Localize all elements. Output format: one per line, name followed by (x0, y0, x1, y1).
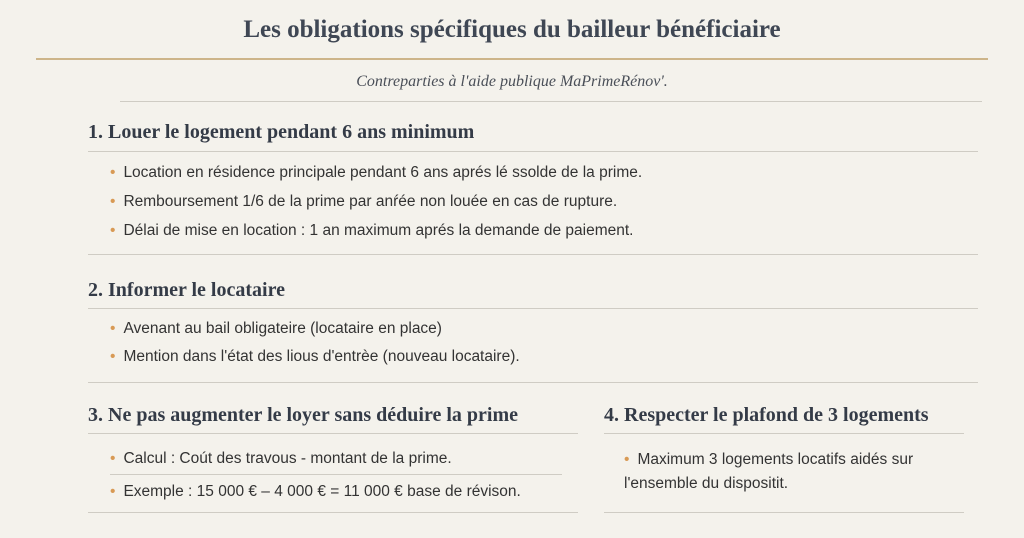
list-item: • Location en résidence principale pendant 6 ans aprés lé ssolde de la prime. (110, 164, 643, 181)
section-2-heading: 2. Informer le locataire (88, 279, 285, 301)
page-title: Les obligations spécifiques du bailleur bénéficiaire (243, 16, 781, 43)
bullet-icon: • (624, 451, 630, 468)
bullet-icon: • (110, 193, 116, 210)
section-4-end-divider (604, 512, 964, 513)
list-item: • Délai de mise en location : 1 an maximum aprés la demande de paiement. (110, 222, 634, 239)
list-item: • Maximum 3 logements locatifs aidés sur l'ensemble du dispositit. (624, 451, 914, 492)
bullet-icon: • (110, 222, 116, 239)
section-1-heading: 1. Louer le logement pendant 6 ans minimum (88, 121, 475, 143)
section-4-heading: 4. Respecter le plafond de 3 logements (604, 404, 929, 426)
title-divider (36, 58, 988, 60)
list-item: • Remboursement 1/6 de la prime par anŕée non louée en cas de rupture. (110, 193, 618, 210)
section-1-divider (88, 151, 978, 152)
bullet-icon: • (110, 320, 116, 337)
list-item: • Mention dans l'état des lious d'entrèe (nouveau locataire). (110, 348, 520, 365)
bullet-icon: • (110, 450, 116, 467)
list-item: • Exemple : 15 000 € – 4 000 € = 11 000 € base de révison. (110, 483, 521, 500)
section-2-divider (88, 308, 978, 309)
list-item: • Calcul : Coút des travous - montant de la prime. (110, 450, 452, 467)
list-item: • Avenant au bail obligateire (locataire en place) (110, 320, 442, 337)
section-3-divider (88, 433, 578, 434)
section-1-end-divider (88, 254, 978, 255)
subtitle-divider (120, 101, 982, 102)
section-3-item-divider (110, 474, 562, 475)
bullet-icon: • (110, 348, 116, 365)
bullet-icon: • (110, 483, 116, 500)
section-2-end-divider (88, 382, 978, 383)
section-4-divider (604, 433, 964, 434)
section-3-heading: 3. Ne pas augmenter le loyer sans déduire la prime (88, 404, 518, 426)
section-3-end-divider (88, 512, 578, 513)
bullet-icon: • (110, 164, 116, 181)
page-subtitle: Contreparties à l'aide publique MaPrimeRénov'. (356, 73, 668, 90)
